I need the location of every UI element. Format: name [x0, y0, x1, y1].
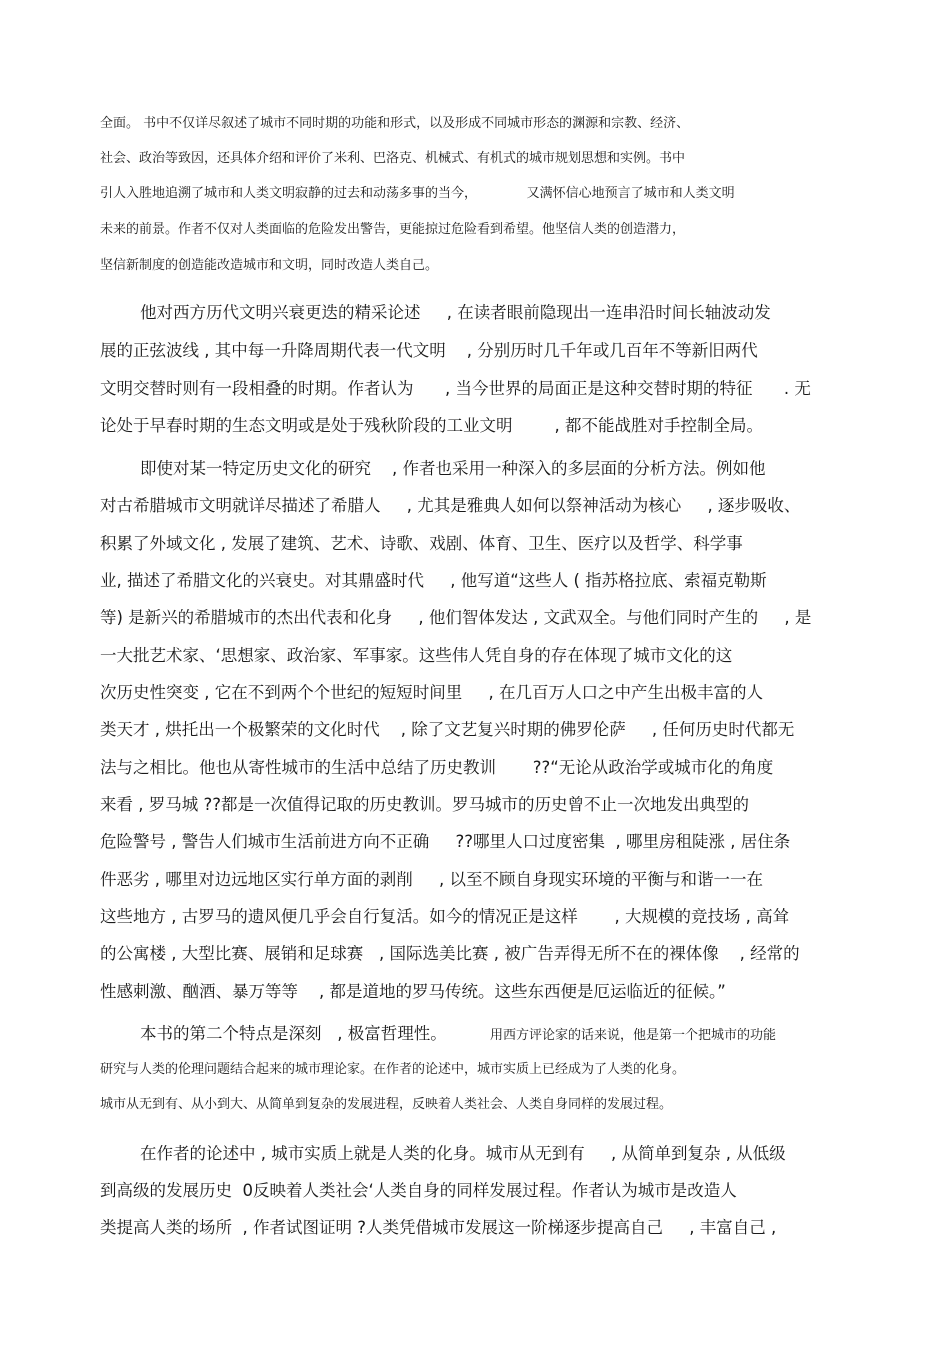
text-line: 研究与人类的伦理问题结合起来的城市理论家。在作者的论述中，城市实质上已经成为了人类的化身。 [100, 1062, 686, 1077]
text-line: 类天才 , 烘托出一个极繁荣的文化时代 , 除了文艺复兴时期的佛罗伦萨 , 任何历史时代都无 [100, 720, 795, 739]
text-line: 对古希腊城市文明就详尽描述了希腊人 , 尤其是雅典人如何以祭神活动为核心 , 逐步吸收、 [100, 496, 801, 515]
text-line: 类提高人类的场所 , 作者试图证明 ?人类凭借城市发展这一阶梯逐步提高自己 , 丰富自己 , [100, 1218, 777, 1237]
text-line: 业, 描述了希腊文化的兴衰史。对其鼎盛时代 , 他写道“这些人 ( 指苏格拉底、索福克勒斯 [100, 571, 767, 590]
text-line: 未来的前景。作者不仅对人类面临的危险发出警告，更能掠过危险看到希望。他坚信人类的创造潜力， [100, 222, 686, 237]
text-line: 文明交替时则有一段相叠的时期。作者认为 , 当今世界的局面正是这种交替时期的特征 . 无 [100, 379, 811, 398]
text-line: 用西方评论家的话来说，他是第一个把城市的功能 [490, 1028, 777, 1043]
text-line: 性感刺激、酗酒、暴万等等 , 都是道地的罗马传统。这些东西便是厄运临近的征候。” [100, 982, 726, 1001]
text-line: 城市从无到有、从小到大、从简单到复杂的发展进程，反映着人类社会、人类自身同样的发展过程。 [100, 1097, 673, 1112]
text-line: 次历史性突变 , 它在不到两个个世纪的短短时间里 , 在几百万人口之中产生出极丰富的人 [100, 683, 763, 702]
text-line: 本书的第二个特点是深刻 , 极富哲理性。 [140, 1024, 447, 1043]
text-line: 来看 , 罗马城 ??都是一次值得记取的历史教训。罗马城市的历史曾不止一次地发出典型的 [100, 795, 749, 814]
text-line: 的公寓楼 , 大型比赛、展销和足球赛 , 国际选美比赛 , 被广告弄得无所不在的裸体像 , 经常的 [100, 944, 800, 963]
text-line: 全面。 书中不仅详尽叙述了城市不同时期的功能和形式，以及形成不同城市形态的渊源和宗教、经济、 [100, 116, 690, 131]
text-line: 危险警号 , 警告人们城市生活前进方向不正确 ??哪里人口过度密集 , 哪里房租陡涨 , 居住条 [100, 832, 791, 851]
text-line: 在作者的论述中 , 城市实质上就是人类的化身。城市从无到有 , 从简单到复杂 , 从低级 [140, 1144, 786, 1163]
text-line: 他对西方历代文明兴衰更迭的精采论述 , 在读者眼前隐现出一连串沿时间长轴波动发 [140, 303, 771, 322]
text-line: 一大批艺术家、‘思想家、政治家、军事家。这些伟人凭自身的存在体现了城市文化的这 [100, 646, 733, 665]
text-line: 这些地方 , 古罗马的遗风便几乎会自行复活。如今的情况正是这样 , 大规模的竞技场 , 高耸 [100, 907, 790, 926]
text-line: 论处于早春时期的生态文明或是处于残秋阶段的工业文明 , 都不能战胜对手控制全局。 [100, 416, 763, 435]
text-line: 引人入胜地追溯了城市和人类文明寂静的过去和动荡多事的当今， 又满怀信心地预言了城市和人类文明 [100, 186, 735, 201]
text-line: 坚信新制度的创造能改造城市和文明，同时改造人类自己。 [100, 258, 439, 273]
text-line: 法与之相比。他也从寄性城市的生活中总结了历史教训 ??“无论从政治学或城市化的角度 [100, 758, 774, 777]
text-line: 积累了外域文化 , 发展了建筑、艺术、诗歌、戏剧、体育、卫生、医疗以及哲学、科学事 [100, 534, 743, 553]
text-line: 件恶劣 , 哪里对边远地区实行单方面的剥削 , 以至不顾自身现实环境的平衡与和谐一一在 [100, 870, 763, 889]
text-line: 即使对某一特定历史文化的研究 , 作者也采用一种深入的多层面的分析方法。例如他 [140, 459, 766, 478]
text-line: 到高级的发展历史 0反映着人类社会‘人类自身的同样发展过程。作者认为城市是改造人 [100, 1181, 737, 1200]
text-line: 等) 是新兴的希腊城市的杰出代表和化身 , 他们智体发达 , 文武双全。与他们同时产生的 , 是 [100, 608, 812, 627]
text-line: 展的正弦波线 , 其中每一升降周期代表一代文明 , 分别历时几千年或几百年不等新旧两代 [100, 341, 758, 360]
text-line: 社会、政治等致因，还具体介绍和评价了米利、巴洛克、机械式、有机式的城市规划思想和实例。书中 [100, 151, 686, 166]
